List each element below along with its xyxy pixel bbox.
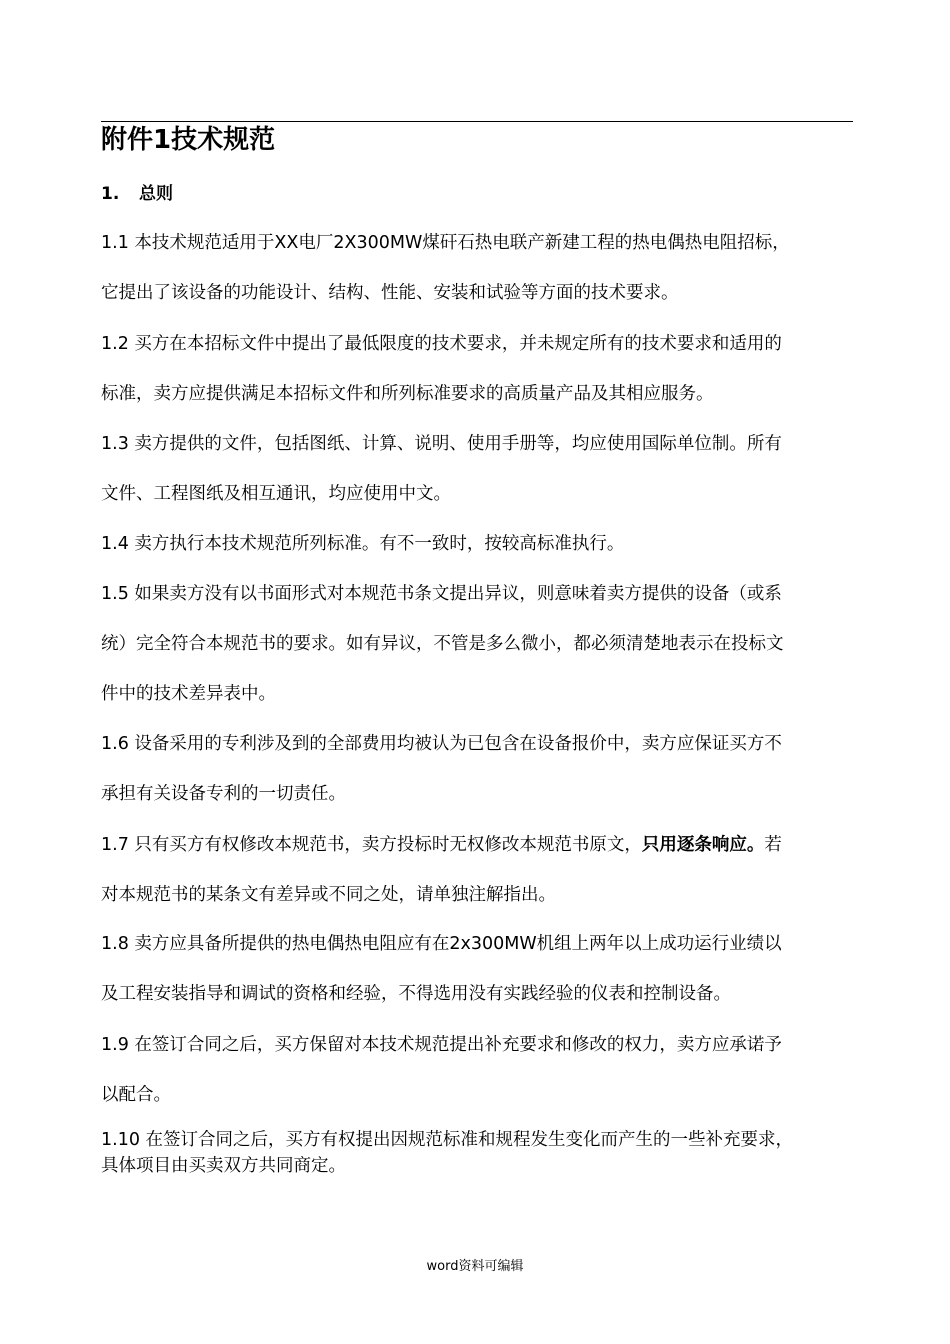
clause-emphasis: 只用逐条响应。	[641, 835, 765, 855]
clause-line: 1.3 卖方提供的文件，包括图纸、计算、说明、使用手册等，均应使用国际单位制。所有	[101, 434, 782, 454]
document-title: 附件1技术规范	[101, 125, 276, 155]
clause-line: 1.6 设备采用的专利涉及到的全部费用均被认为已包含在设备报价中，卖方应保证买方不	[101, 734, 782, 754]
clause-line: 1.4 卖方执行本技术规范所列标准。有不一致时，按较高标准执行。	[101, 534, 625, 554]
clause-line: 1.2 买方在本招标文件中提出了最低限度的技术要求，并未规定所有的技术要求和适用的	[101, 334, 782, 354]
clause-line: 件中的技术差异表中。	[101, 684, 276, 704]
section-number: 1.	[101, 184, 120, 204]
clause-1-9	[101, 1020, 853, 1120]
clause-line: 1.5 如果卖方没有以书面形式对本规范书条文提出异议，则意味着卖方提供的设备（或系	[101, 584, 782, 604]
clause-line: 及工程安装指导和调试的资格和经验，不得选用没有实践经验的仪表和控制设备。	[101, 984, 731, 1004]
clause-line: 1.9 在签订合同之后，买方保留对本技术规范提出补充要求和修改的权力，卖方应承诺予	[101, 1035, 782, 1055]
clause-line	[101, 820, 853, 870]
clause-text: 若	[764, 835, 782, 855]
clause-1-10	[101, 1127, 853, 1179]
clause-line: 统）完全符合本规范书的要求。如有异议，不管是多么微小，都必须清楚地表示在投标文	[101, 634, 784, 654]
clause-1-8	[101, 919, 853, 1019]
clause-1-6	[101, 719, 853, 819]
clause-1-5	[101, 569, 853, 719]
clause-line: 1.1 本技术规范适用于XX电厂2X300MW煤矸石热电联产新建工程的热电偶热电阻招标，	[101, 233, 790, 253]
clause-1-7	[101, 820, 853, 920]
clause-1-3	[101, 419, 853, 519]
clause-text: 1.7 只有买方有权修改本规范书，卖方投标时无权修改本规范书原文，	[101, 835, 642, 855]
clause-line: 文件、工程图纸及相互通讯，均应使用中文。	[101, 484, 451, 504]
clause-line: 对本规范书的某条文有差异或不同之处，请单独注解指出。	[101, 885, 556, 905]
clause-line: 以配合。	[101, 1085, 171, 1105]
page-footer: word资料可编辑	[426, 1259, 524, 1274]
clause-line: 1.8 卖方应具备所提供的热电偶热电阻应有在2x300MW机组上两年以上成功运行业绩以	[101, 934, 782, 954]
clause-1-2	[101, 319, 853, 419]
clause-line: 标准，卖方应提供满足本招标文件和所列标准要求的高质量产品及其相应服务。	[101, 384, 714, 404]
clause-1-1	[101, 218, 853, 318]
clause-line: 1.10 在签订合同之后，买方有权提出因规范标准和规程发生变化而产生的一些补充要求，	[101, 1130, 794, 1150]
clause-line: 它提出了该设备的功能设计、结构、性能、安装和试验等方面的技术要求。	[101, 283, 679, 303]
section-title: 总则	[139, 184, 173, 204]
clause-line: 具体项目由买卖双方共同商定。	[101, 1156, 346, 1176]
section-heading	[101, 180, 173, 208]
clause-line: 承担有关设备专利的一切责任。	[101, 784, 346, 804]
clause-1-4	[101, 519, 853, 569]
